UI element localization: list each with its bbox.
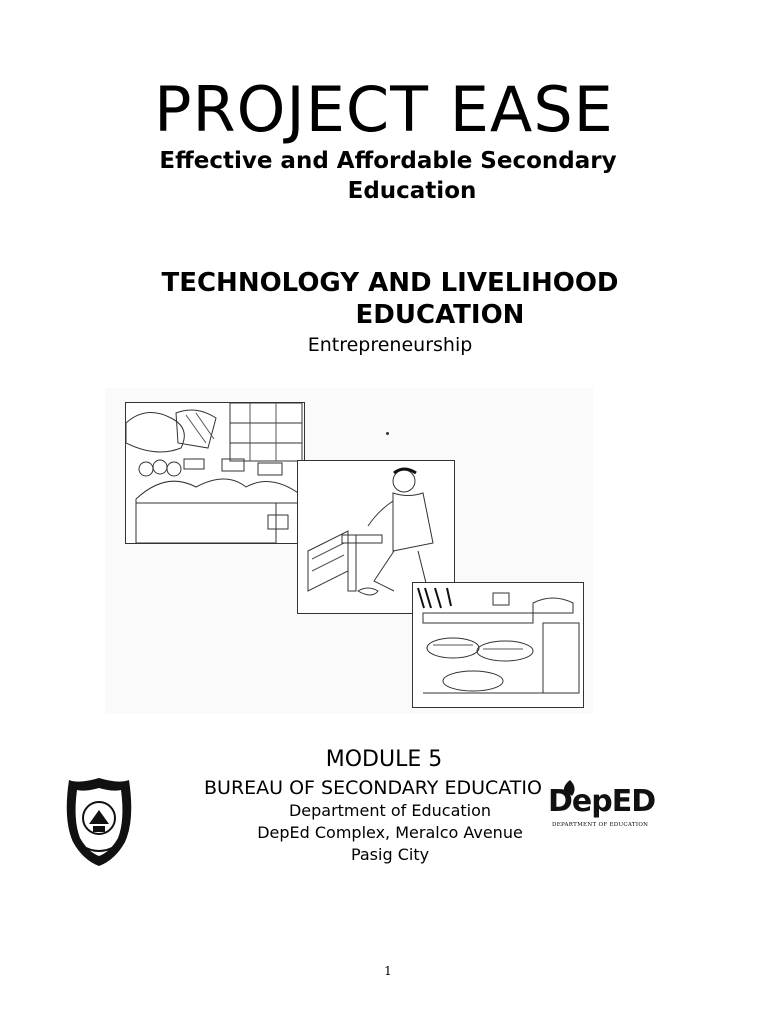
address-label: DepEd Complex, Meralco Avenue [257,823,523,842]
seal-icon [62,776,136,866]
market-drawing [126,403,304,543]
bureau-label: BUREAU OF SECONDARY EDUCATIO [204,777,542,799]
deped-logo-text: DepED [548,784,656,819]
deped-logo-subtext: DEPARTMENT OF EDUCATION [552,822,649,828]
dot-mark [386,432,389,435]
subtitle-line-1: Effective and Affordable Secondary [159,148,617,174]
city-label: Pasig City [350,845,430,864]
department-label: Department of Education [288,801,492,820]
subject-line-1: TECHNOLOGY AND LIVELIHOOD [161,268,619,298]
module-label: MODULE 5 [325,747,443,772]
food-stall-drawing [413,583,583,707]
page-number: 1 [384,964,392,978]
document-title: PROJECT EASE [154,73,614,146]
food-stall-panel [412,582,584,708]
deped-logo [548,778,660,834]
cover-illustration [105,388,593,714]
market-panel [125,402,305,544]
topic-label: Entrepreneurship [307,334,473,356]
subtitle-line-2: Education [347,178,477,204]
subject-line-2: EDUCATION [355,300,525,330]
